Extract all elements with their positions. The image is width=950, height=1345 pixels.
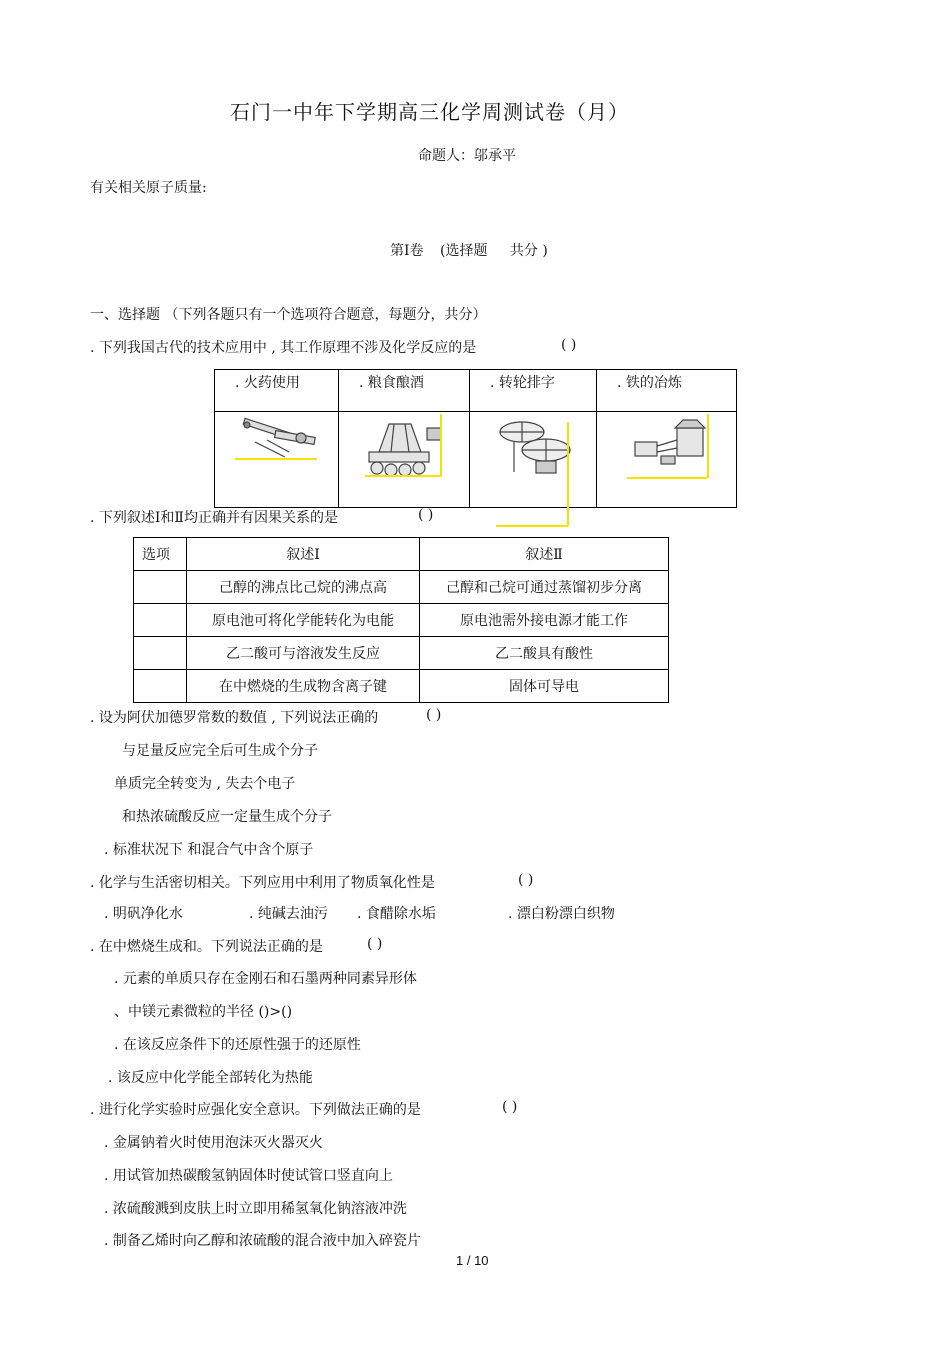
question-4-option-a: . 明矾净化水 — [104, 906, 183, 922]
question-5-answer-paren: ( ) — [367, 936, 383, 952]
question-2-table — [133, 537, 669, 703]
option-a-highlight — [235, 458, 317, 460]
question-1-stem: . 下列我国古代的技术应用中 , 其工作原理不涉及化学反应的是 — [90, 340, 477, 356]
table-row — [134, 571, 669, 604]
option-a-image — [215, 412, 339, 508]
table-cell-option — [134, 637, 187, 670]
question-1-answer-paren: ( ) — [561, 337, 577, 353]
question-5-option-a: . 元素的单质只存在金刚石和石墨两种同素异形体 — [114, 971, 417, 987]
part-heading-volume: 第Ⅰ卷 — [390, 243, 424, 259]
question-4-option-d: . 漂白粉漂白织物 — [508, 906, 615, 922]
question-3-option-d: . 标准状况下 和混合气中含个原子 — [104, 842, 314, 858]
question-3-option-a: 与足量反应完全后可生成个分子 — [122, 743, 318, 759]
part-heading-type: (选择题 — [439, 243, 488, 259]
movable-type-wheel-icon — [470, 412, 596, 503]
option-c-label: . 转轮排字 — [470, 370, 597, 412]
option-d-image — [597, 412, 737, 508]
option-d-highlight-edge — [707, 414, 709, 478]
option-d-label: . 铁的冶炼 — [597, 370, 737, 412]
question-6-option-c: . 浓硫酸溅到皮肤上时立即用稀氢氧化钠溶液冲洗 — [104, 1201, 407, 1217]
table-cell-statement-1: 己醇的沸点比己烷的沸点高 — [187, 571, 420, 604]
option-b-highlight-edge — [440, 414, 442, 476]
question-3-option-c: 和热浓硫酸反应一定量生成个分子 — [122, 809, 332, 825]
author-line: 命题人：邬承平 — [418, 148, 516, 164]
option-c-image — [470, 412, 597, 508]
option-c-highlight — [496, 525, 568, 527]
question-6-option-b: . 用试管加热碳酸氢钠固体时使试管口竖直向上 — [104, 1168, 393, 1184]
question-5-option-c: . 在该反应条件下的还原性强于的还原性 — [114, 1037, 361, 1053]
option-d-highlight — [627, 477, 707, 479]
atomic-mass-label: 有关相关原子质量: — [90, 180, 207, 196]
question-3-option-b: 单质完全转变为 , 失去个电子 — [114, 776, 296, 792]
question-6-answer-paren: ( ) — [502, 1099, 518, 1115]
question-2-stem: . 下列叙述Ⅰ和Ⅱ均正确并有因果关系的是 — [90, 510, 338, 526]
question-4-stem: . 化学与生活密切相关。下列应用中利用了物质氧化性是 — [90, 875, 435, 891]
question-2-answer-paren: ( ) — [418, 507, 434, 523]
iron-smelting-illustration-icon — [597, 412, 736, 503]
question-1-options-table — [214, 369, 737, 508]
question-4-option-b: . 纯碱去油污 — [249, 906, 328, 922]
page-number: 1 / 10 — [456, 1253, 489, 1268]
question-5-option-d: . 该反应中化学能全部转化为热能 — [108, 1070, 313, 1086]
table-cell-statement-1: 原电池可将化学能转化为电能 — [187, 604, 420, 637]
table-cell-statement-1: 乙二酸可与溶液发生反应 — [187, 637, 420, 670]
question-6-option-a: . 金属钠着火时使用泡沫灭火器灭火 — [104, 1135, 323, 1151]
part-heading — [390, 240, 548, 260]
option-b-image — [339, 412, 470, 508]
table-header-option: 选项 — [134, 538, 187, 571]
table-cell-statement-2: 原电池需外接电源才能工作 — [420, 604, 669, 637]
table-cell-option — [134, 604, 187, 637]
table-header-statement-2: 叙述Ⅱ — [420, 538, 669, 571]
table-cell-statement-2: 固体可导电 — [420, 670, 669, 703]
question-3-answer-paren: ( ) — [426, 707, 442, 723]
table-cell-option — [134, 670, 187, 703]
option-c-highlight-edge — [567, 422, 569, 526]
brewing-illustration-icon — [339, 412, 469, 503]
question-5-option-b: 、中镁元素微粒的半径 ()>() — [114, 1004, 293, 1020]
question-5-stem: . 在中燃烧生成和。下列说法正确的是 — [90, 939, 323, 955]
option-b-highlight — [365, 475, 441, 477]
option-b-label: . 粮食酿酒 — [339, 370, 470, 412]
question-6-stem: . 进行化学实验时应强化安全意识。下列做法正确的是 — [90, 1102, 421, 1118]
table-row — [134, 604, 669, 637]
table-header-statement-1: 叙述Ⅰ — [187, 538, 420, 571]
question-4-option-c: . 食醋除水垢 — [357, 906, 436, 922]
table-cell-statement-2: 己醇和己烷可通过蒸馏初步分离 — [420, 571, 669, 604]
page-title: 石门一中年下学期高三化学周测试卷（月） — [230, 100, 629, 124]
option-a-label: . 火药使用 — [215, 370, 339, 412]
question-4-answer-paren: ( ) — [518, 872, 534, 888]
table-cell-option — [134, 571, 187, 604]
table-row — [134, 670, 669, 703]
table-cell-statement-2: 乙二酸具有酸性 — [420, 637, 669, 670]
section-heading: 一、选择题 （下列各题只有一个选项符合题意，每题分，共分） — [90, 307, 487, 323]
question-3-stem: . 设为阿伏加德罗常数的数值 , 下列说法正确的 — [90, 710, 379, 726]
table-cell-statement-1: 在中燃烧的生成物含离子键 — [187, 670, 420, 703]
part-heading-score: 共分 ) — [509, 243, 548, 259]
question-6-option-d: . 制备乙烯时向乙醇和浓硫酸的混合液中加入碎瓷片 — [104, 1233, 421, 1249]
table-row — [134, 637, 669, 670]
